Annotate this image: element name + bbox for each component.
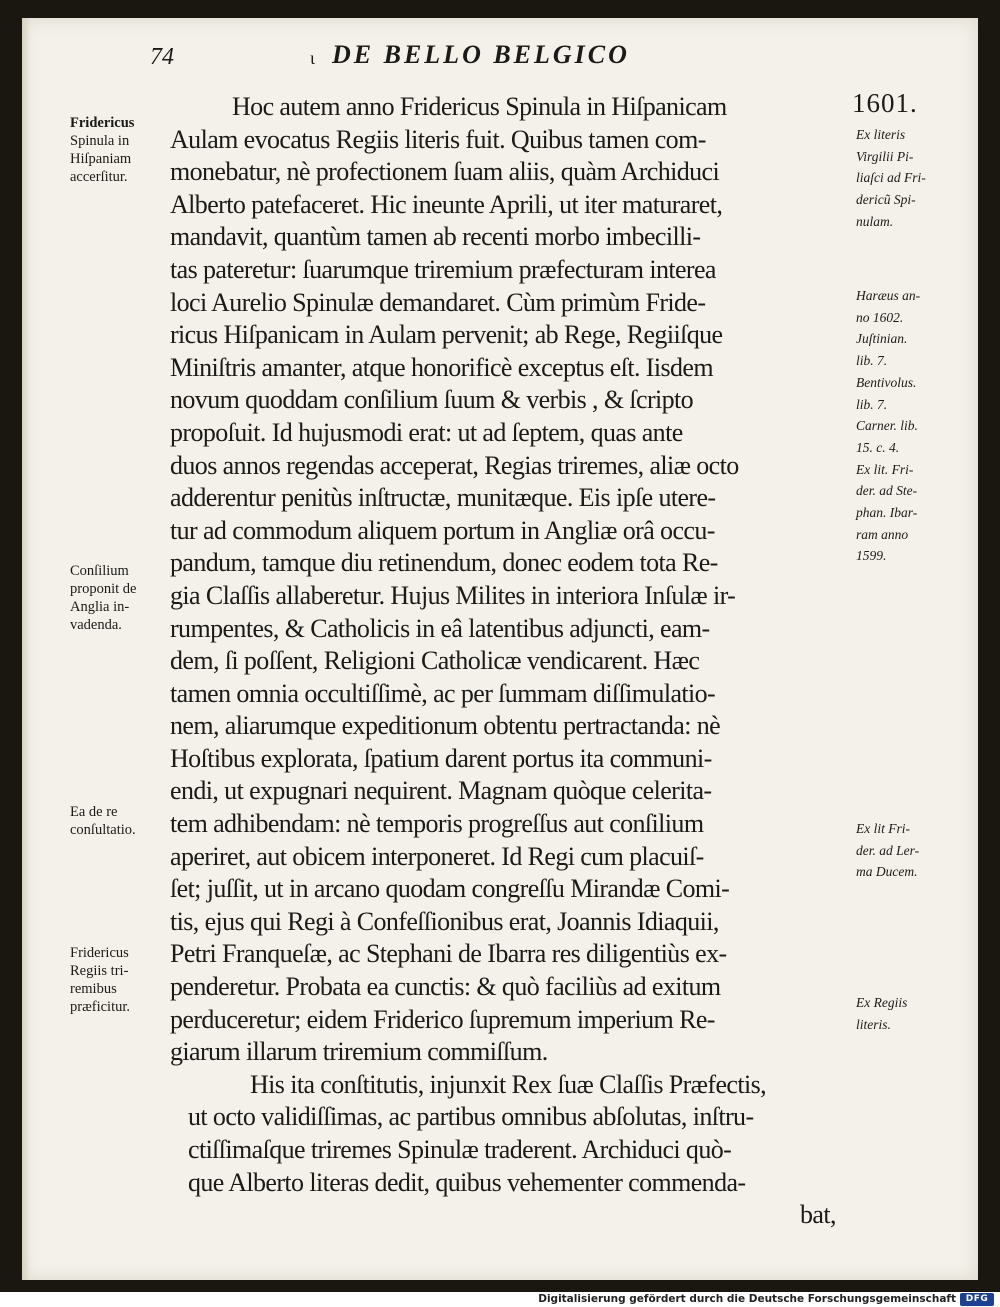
digitization-footer [0,1292,1000,1307]
margin-note-line: ram anno [856,526,909,542]
text-line: endi, ut expugnari nequirent. Magnam quòque celerita- [170,776,712,806]
text-line: Aulam evocatus Regiis literis fuit. Quibus tamen com- [170,124,706,154]
margin-note-line: Haræus an- [856,288,921,303]
margin-note-line: liaſci ad Fri- [856,170,926,186]
page-gutter-shadow [22,18,30,1280]
text-line: aperiret, aut obicem interponeret. Id Regi cum placuiſ- [170,841,704,871]
year-marginal: 1601. [852,88,918,118]
margin-note-line: ma Ducem. [856,864,918,880]
text-line: Miniſtris amanter, atque honorificè exceptus eſt. Iisdem [170,352,713,382]
margin-note-line: der. ad Ste- [856,483,918,499]
margin-note-right [856,992,966,1035]
text-line: duos annos regendas acceperat, Regias triremes, aliæ octo [170,450,739,480]
running-head: DE BELLO BELGICO [332,40,630,69]
margin-note-line: Ex Regiis [856,995,908,1010]
margin-note-line: literis. [856,1016,891,1032]
text-line: ut octo validiſſimas, ac partibus omnibus abſolutas, inſtru- [188,1102,754,1132]
text-line: His ita conſtitutis, injunxit Rex ſuæ Claſſis Præfectis, [250,1069,767,1099]
margin-note-line: Hiſpaniam [70,151,132,167]
text-line: perduceretur; eidem Friderico ſupremum imperium Re- [170,1004,715,1034]
text-line: adderentur penitùs inſtructæ, munitæque. Eis ipſe utere- [170,483,716,513]
margin-note-line: Regiis tri- [70,963,129,979]
margin-note-line: Ea de re [70,804,118,820]
text-line: ricus Hiſpanicam in Aulam pervenit; ab Rege, Regiiſque [170,320,723,350]
text-line: Hoſtibus explorata, ſpatium darent portus ita communi- [170,743,712,773]
text-line: pandum, tamque diu retinendum, donec eodem tota Re- [170,548,718,578]
text-line: rumpentes, & Catholicis in eâ latentibus adjuncti, eam- [170,613,710,643]
margin-note-line: Ex literis [856,127,906,142]
text-line: tamen omnia occultiſſimè, ac per ſummam diſſimulatio- [170,678,716,708]
text-line: giarum illarum triremium commiſſum. [170,1037,548,1067]
dfg-logo [960,1293,994,1306]
text-line: que Alberto literas dedit, quibus vehementer commenda- [188,1167,746,1197]
margin-note-line: Anglia in- [70,599,130,615]
margin-note-line: præficitur. [70,999,131,1015]
margin-note-line: Ex lit. Fri- [856,461,914,477]
text-line: Hoc autem anno Fridericus Spinula in Hiſpanicam [232,92,727,121]
margin-note-line: Juſtinian. [856,331,908,347]
text-line: gia Claſſis allaberetur. Hujus Milites in interiora Inſulæ ir- [170,580,736,610]
text-line: monebatur, nè profectionem ſuam aliis, quàm Archiduci [170,157,720,187]
text-line: dem, ſi poſſent, Religioni Catholicæ vendicarent. Hæc [170,646,700,676]
margin-note-line: lib. 7. [856,396,888,412]
margin-note-left [70,803,180,839]
text-line: propoſuit. Id hujusmodi erat: ut ad ſeptem, quas ante [170,417,683,447]
margin-note-left [70,562,180,634]
text-line: ſet; juſſit, ut in arcano quodam congreſſu Mirandæ Comi- [170,874,730,904]
margin-note-line: proponit de [70,581,137,597]
text-line: tem adhibendam: nè temporis progreſſus aut conſilium [170,809,704,839]
margin-note-line: accerſitur. [70,169,128,185]
margin-note-line: 15. c. 4. [856,439,900,455]
footer-credit: Digitalisierung gefördert durch die Deutsche Forschungsgemeinschaft [538,1293,956,1305]
text-line: bat, [800,1200,836,1230]
margin-note-left [70,114,180,186]
text-line: tur ad commodum aliquem portum in Angliæ orâ occu- [170,515,715,545]
margin-note-right [856,124,966,233]
dfg-logo-text: DFG [965,1294,989,1304]
text-line: tas pateretur: ſuarumque triremium præfecturam interea [170,254,716,284]
text-line: penderetur. Probata ea cunctis: & quò faciliùs ad exitum [170,972,721,1002]
margin-note-line: Ex lit Fri- [856,821,910,836]
text-line: tis, ejus qui Regi à Confeſſionibus erat, Joannis Idiaquii, [170,906,719,936]
margin-note-line: nulam. [856,213,894,229]
margin-note-line: Fridericus [70,115,135,131]
margin-note-line: no 1602. [856,309,904,325]
margin-note-line: Fridericus [70,945,129,961]
margin-note-right [856,818,966,883]
margin-note-line: lib. 7. [856,353,888,369]
text-line: ctiſſimaſque triremes Spinulæ traderent. Archiduci quò- [188,1135,732,1164]
margin-note-line: vadenda. [70,617,122,633]
margin-note-line: Bentivolus. [856,374,917,390]
text-line: loci Aurelio Spinulæ demandaret. Cùm primùm Fride- [170,287,706,317]
running-head-mark: ɩ [310,48,315,68]
body-text [170,91,860,1232]
text-line: mandavit, quantùm tamen ab recenti morbo imbecilli- [170,222,701,252]
text-line: Alberto patefaceret. Hic ineunte Aprili, ut iter maturaret, [170,189,723,219]
text-line: nem, aliarumque expeditionum obtentu pertractanda: nè [170,711,721,741]
margin-note-line: phan. Ibar- [856,505,918,521]
margin-note-line: der. ad Ler- [856,842,920,858]
margin-note-line: Carner. lib. [856,418,918,434]
page-number: 74 [150,44,174,70]
margin-note-line: remibus [70,981,117,997]
text-line: novum quoddam conſilium ſuum & verbis , & ſcripto [170,385,694,415]
margin-note-line: Conſilium [70,563,129,579]
text-line: Petri Franqueſæ, ac Stephani de Ibarra res diligentiùs ex- [170,939,727,969]
margin-note-line: Virgilii Pi- [856,148,914,164]
margin-note-line: conſultatio. [70,822,136,838]
margin-note-line: Spinula in [70,133,130,149]
margin-note-left [70,944,180,1016]
margin-note-right [856,285,966,567]
margin-note-line: dericũ Spi- [856,192,916,208]
margin-note-line: 1599. [856,548,887,564]
